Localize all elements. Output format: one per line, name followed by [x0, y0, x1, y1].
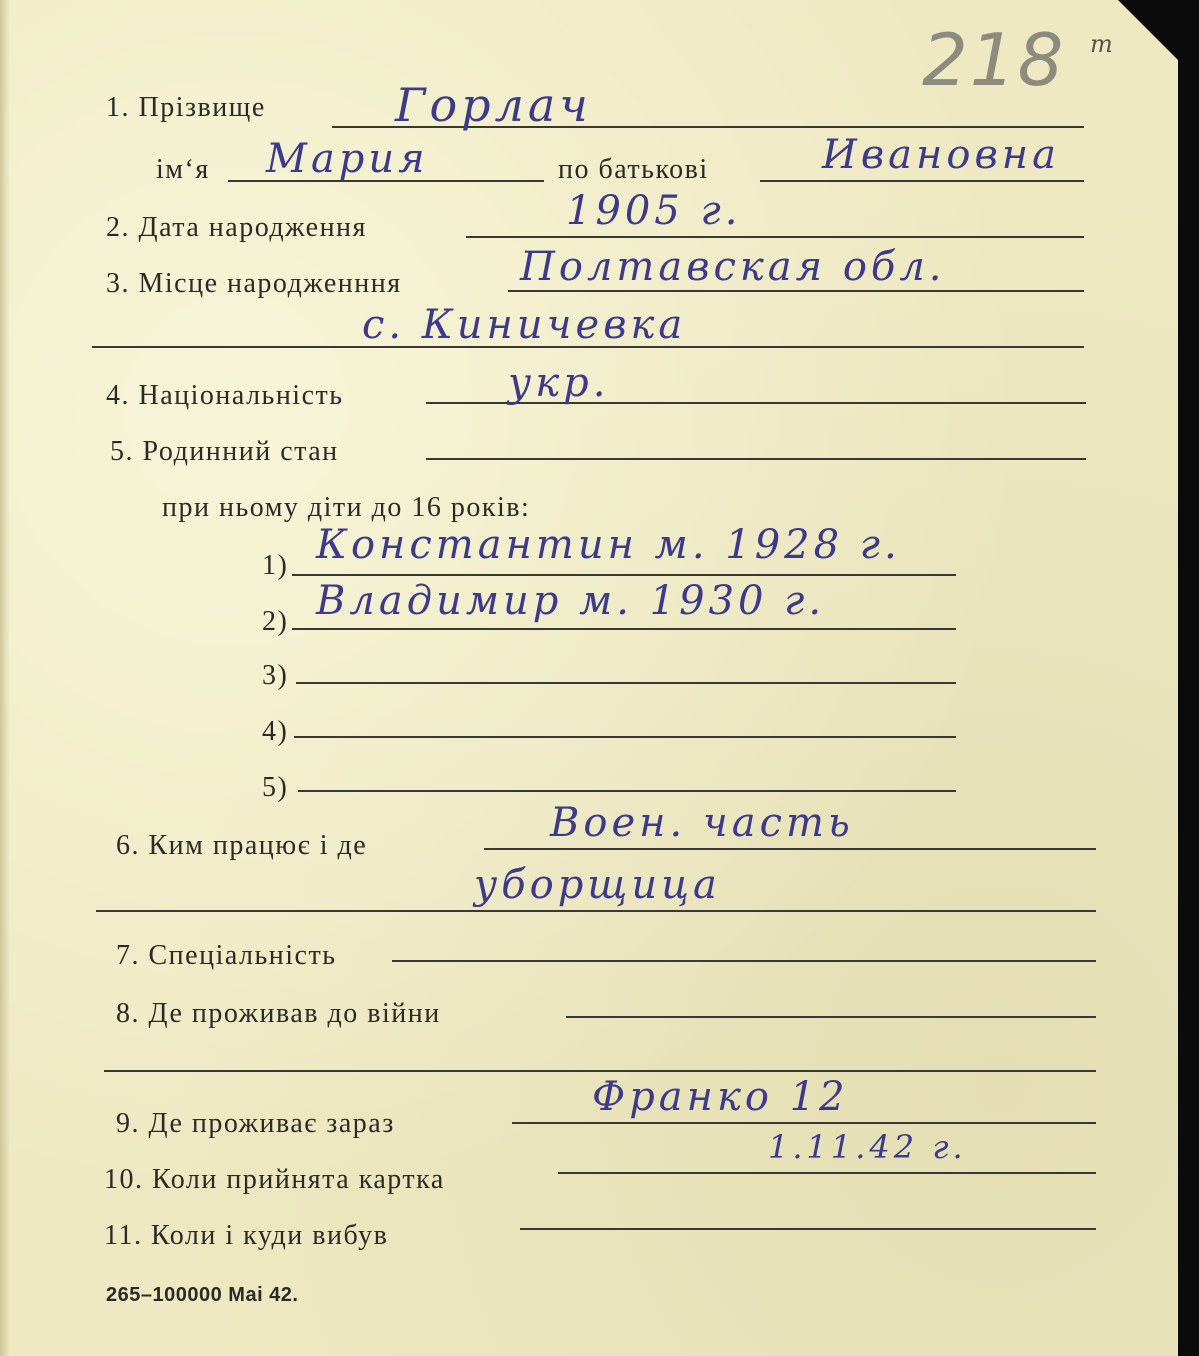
card-number-suffix: т [1090, 30, 1113, 58]
line-prewar-residence [566, 1016, 1096, 1018]
entry-child-2: Владимир м. 1930 г. [316, 578, 826, 624]
label-current-residence: 9. Де проживає зараз [116, 1108, 395, 1139]
label-specialty: 7. Спеціальність [116, 940, 337, 971]
entry-birth-place-2: с. Киничевка [362, 302, 687, 348]
line-birth-place [508, 290, 1084, 292]
entry-surname: Горлач [395, 78, 592, 132]
entry-work-1: Воен. часть [550, 800, 854, 846]
line-work [484, 848, 1096, 850]
label-child-5: 5) [262, 772, 289, 803]
entry-birth-place-1: Полтавская обл. [520, 244, 946, 290]
line-child-4 [294, 736, 956, 738]
entry-first-name: Мария [266, 136, 429, 182]
label-work: 6. Ким працює і де [116, 830, 368, 861]
card-number: 218 [922, 18, 1066, 102]
label-departed: 11. Коли і куди вибув [104, 1220, 389, 1251]
entry-work-2: уборщица [474, 862, 721, 908]
label-marital-status: 5. Родинний стан [110, 436, 339, 467]
label-child-4: 4) [262, 716, 289, 747]
label-child-2: 2) [262, 606, 289, 637]
entry-child-1: Константин м. 1928 г. [316, 522, 901, 568]
label-prewar-residence: 8. Де проживав до війни [116, 998, 441, 1029]
line-child-2 [292, 628, 956, 630]
torn-corner [1118, 0, 1178, 60]
print-run-footer: 265–100000 Mai 42. [106, 1284, 299, 1306]
label-first-name: ім‘я [156, 154, 210, 185]
label-surname: 1. Прізвище [106, 92, 266, 123]
line-departed [520, 1228, 1096, 1230]
label-card-accepted: 10. Коли прийнята картка [104, 1164, 445, 1195]
line-card-accepted [558, 1172, 1096, 1174]
line-birth-date [466, 236, 1084, 238]
label-children: при ньому діти до 16 років: [162, 492, 531, 523]
line-child-5 [298, 790, 956, 792]
entry-birth-date: 1905 г. [566, 188, 742, 234]
entry-card-accepted: 1.11.42 г. [768, 1128, 967, 1166]
line-work-2 [96, 910, 1096, 912]
line-marital-status [426, 458, 1086, 460]
line-specialty [392, 960, 1096, 962]
line-child-3 [296, 682, 956, 684]
entry-current-residence: Франко 12 [592, 1074, 849, 1120]
label-child-3: 3) [262, 660, 289, 691]
entry-nationality: укр. [508, 360, 610, 406]
line-current-residence [512, 1122, 1096, 1124]
label-child-1: 1) [262, 550, 289, 581]
label-birth-place: 3. Місце народженння [106, 268, 402, 299]
label-nationality: 4. Національність [106, 380, 344, 411]
line-prewar-residence-2 [104, 1070, 1096, 1072]
line-patronymic [760, 180, 1084, 182]
label-birth-date: 2. Дата народження [106, 212, 367, 243]
entry-patronymic: Ивановна [822, 132, 1060, 178]
label-patronymic: по батькові [558, 154, 709, 185]
line-child-1 [292, 574, 956, 576]
